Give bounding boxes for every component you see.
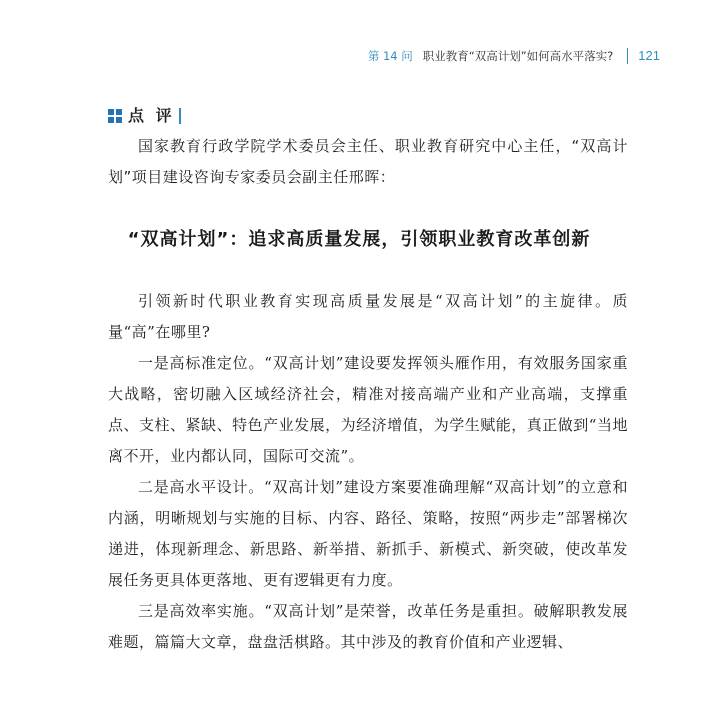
commentator-intro: 国家教育行政学院学术委员会主任、职业教育研究中心主任，“双高计划”项目建设咨询专家委员会副主任邢晖：	[108, 137, 628, 186]
article-title: “双高计划”：追求高质量发展，引领职业教育改革创新	[127, 229, 591, 250]
header-divider	[627, 48, 628, 64]
chapter-title: 职业教育“双高计划”如何高水平落实?	[422, 49, 614, 63]
body-paragraph-4: 三是高效率实施。“双高计划”是荣誉，改革任务是重担。破解职教发展难题，篇篇大文章，盘盘活棋路。其中涉及的教育价值和产业逻辑、	[108, 602, 628, 651]
chapter-number: 第 14 问	[367, 49, 413, 63]
page-number: 121	[638, 48, 660, 63]
body-paragraph-2: 一是高标准定位。“双高计划”建设要发挥领头雁作用，有效服务国家重大战略，密切融入区域经济社会，精准对接高端产业和产业高端，支撑重点、支柱、紧缺、特色产业发展，为经济增值，为学生赋能，真正做到“当地离不开，业内都认同，国际可交流”。	[108, 354, 628, 465]
body-paragraph-3: 二是高水平设计。“双高计划”建设方案要准确理解“双高计划”的立意和内涵，明晰规划与实施的目标、内容、路径、策略，按照“两步走”部署梯次递进，体现新理念、新思路、新举措、新抓手、新模式、新突破，使改革发展任务更具体更落地、更有逻辑更有力度。	[108, 478, 628, 589]
heading-accent-bar	[179, 108, 181, 124]
section-heading	[108, 106, 181, 126]
section-heading-label: 点 评	[128, 106, 175, 125]
four-squares-icon	[108, 109, 122, 123]
body-paragraph-1: 引领新时代职业教育实现高质量发展是“双高计划”的主旋律。质量“高”在哪里?	[108, 292, 628, 341]
running-header	[368, 48, 660, 64]
